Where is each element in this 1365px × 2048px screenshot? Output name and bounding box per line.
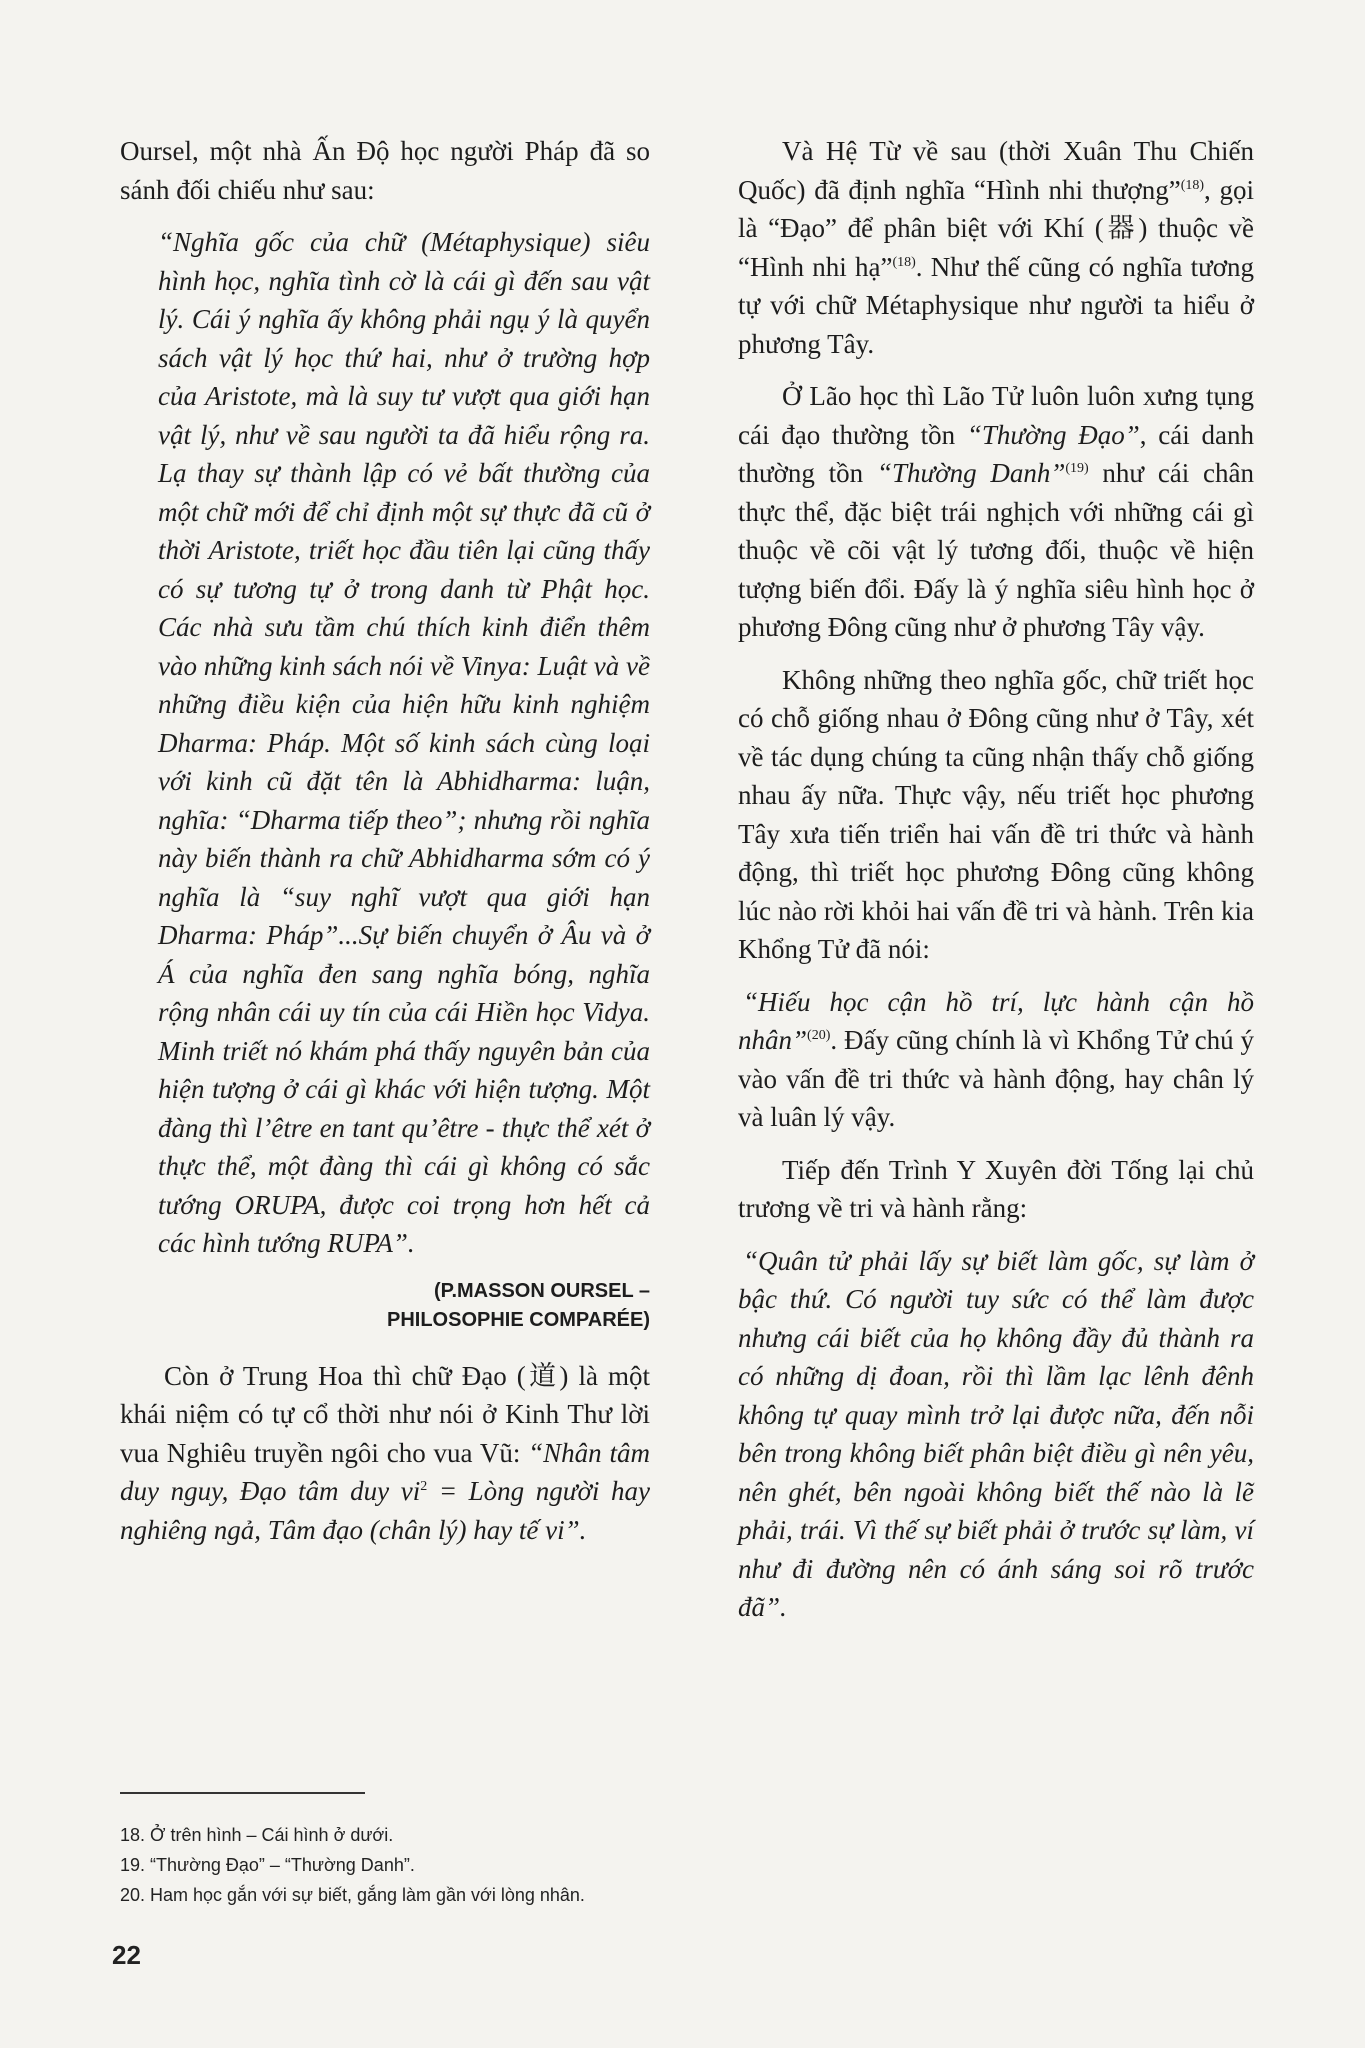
paragraph-text: Ở Lão học thì Lão Tử luôn luôn xưng tụng cái đạo thường tồn [738,381,1254,450]
footnote-ref: (20) [807,1028,831,1043]
block-quote-trinh-y-xuyen: “Quân tử phải lấy sự biết làm gốc, sự làm ở bậc thứ. Có người tuy sức có thể làm được nhưng cái biết của họ không đầy đủ thành ra có những dị đoan, rồi thì lầm lạc lênh đênh không tự quay mình trở lại được nữa, đến nỗi bên trong không biết phân biệt điều gì nên yêu, nên ghét, bên ngoài không biết thế nào là lẽ phải, trái. Vì thế sự biết phải ở trước sự làm, ví như đi đường nên có ánh sáng soi rõ trước đã”. [738,1245,1254,1622]
paragraph-lao-tu [738,377,1254,647]
paragraph-khong-tu [738,983,1254,1137]
intro-paragraph: Oursel, một nhà Ấn Độ học người Pháp đã so sánh đối chiếu như sau: [120,136,650,205]
paragraph-text: , cái danh thường tồn [738,419,1254,488]
paragraph-dao-china [120,1357,650,1550]
paragraph-text: Còn ở Trung Hoa thì chữ Đạo (道) là một khái niệm có tự cổ thời như nói ở Kinh Thư lời vua Nghiêu truyền ngôi cho vua Vũ: [120,1360,650,1468]
footnote-divider [120,1792,365,1794]
right-column [738,132,1254,1641]
footnote-ref: (18) [892,254,916,270]
paragraph-text: như cái chân thực thể, đặc biệt trái nghịch với những cái gì thuộc về cõi vật lý tương đối, thuộc về hiện tượng biến đổi. Đấy là ý nghĩa siêu hình học ở phương Đông cũng như ở phương Tây vậy. [738,458,1255,642]
attribution-line-1: (P.MASSON OURSEL – [434,1279,650,1302]
quote-attribution [120,1277,650,1335]
paragraph-text: Và Hệ Từ về sau (thời Xuân Thu Chiến Quốc) đã định nghĩa “Hình nhi thượng” [738,136,1254,205]
inline-italic: “Thường Đạo” [966,419,1140,450]
paragraph-text: . Như thế cũng có nghĩa tương tự với chữ Métaphysique như người ta hiểu ở phương Tây. [738,251,1255,359]
footnote-20: 20. Ham học gắn với sự biết, gắng làm gần với lòng nhân. [120,1885,585,1905]
paragraph-triet-hoc: Không những theo nghĩa gốc, chữ triết học có chỗ giống nhau ở Đông cũng như ở Tây, xét về tác dụng chúng ta cũng nhận thấy chỗ giống nhau ấy nữa. Thực vậy, nếu triết học phương Tây xưa tiến triển hai vấn đề tri thức và hành động, thì triết học phương Đông cũng không lúc nào rời khỏi hai vấn đề tri và hành. Trên kia Khổng Tử đã nói: [738,664,1254,964]
footnote-18: 18. Ở trên hình – Cái hình ở dưới. [120,1825,394,1845]
attribution-line-2: PHILOSOPHIE COMPARÉE) [387,1308,650,1331]
inline-quote: “Hiếu học cận hồ trí, lực hành cận hồ nhân” [738,986,1254,1055]
inline-quote: = Lòng người hay nghiêng ngả, Tâm đạo (chân lý) hay tế vi”. [120,1476,650,1545]
footnote-ref: (19) [1065,461,1089,476]
page-number: 22 [112,1940,141,1970]
paragraph-trinh-y-xuyen: Tiếp đến Trình Y Xuyên đời Tống lại chủ trương về tri và hành rằng: [738,1154,1254,1223]
inline-quote: “Nhân tâm duy nguy, Đạo tâm duy vi [120,1437,650,1506]
inline-italic: “Thường Danh” [876,458,1066,488]
footnotes [120,1820,1260,1910]
paragraph-text: . Đấy cũng chính là vì Khổng Tử chú ý vào vấn đề tri thức và hành động, hay chân lý và luân lý vậy. [738,1025,1254,1132]
block-quote-oursel: “Nghĩa gốc của chữ (Métaphysique) siêu hình học, nghĩa tình cờ là cái gì đến sau vật lý. Cái ý nghĩa ấy không phải ngụ ý là quyển sách vật lý học thứ hai, như ở trường hợp của Aristote, mà là suy tư vượt qua giới hạn vật lý, như về sau người ta đã hiểu rộng ra. Lạ thay sự thành lập có vẻ bất thường của một chữ mới để chỉ định một sự thực đã cũ ở thời Aristote, triết học đầu tiên lại cũng thấy có sự tương tự ở trong danh từ Phật học. Các nhà sưu tầm chú thích kinh điển thêm vào những kinh sách nói về Vinya: Luật và về những điều kiện của hiện hữu kinh nghiệm Dharma: Pháp. Một số kinh sách cùng loại với kinh cũ đặt tên là Abhidharma: luận, nghĩa: “Dharma tiếp theo”; nhưng rồi nghĩa này biến thành ra chữ Abhidharma sớm có ý nghĩa là “suy nghĩ vượt qua giới hạn Dharma: Pháp”...Sự biến chuyển ở Âu và ở Á của nghĩa đen sang nghĩa bóng, nghĩa rộng nhân cái uy tín của cái Hiền học Vidya. Minh triết nó khám phá thấy nguyên bản của hiện tượng ở cái gì khác với hiện tượng. Một đàng thì l’être en tant qu’être - thực thể xét ở thực thể, một đàng thì cái gì không có sắc tướng ORUPA, được coi trọng hơn hết cả các hình tướng RUPA”. [158,227,650,1258]
footnote-ref: (18) [1180,177,1205,193]
footnote-19: 19. “Thường Đạo” – “Thường Danh”. [120,1855,415,1875]
superscript: 2 [420,1479,428,1494]
paragraph-text: , gọi là “Đạo” để phân biệt với Khí (器) thuộc về “Hình nhi hạ” [738,174,1254,282]
left-column [120,132,650,1563]
paragraph-he-tu [738,132,1254,363]
